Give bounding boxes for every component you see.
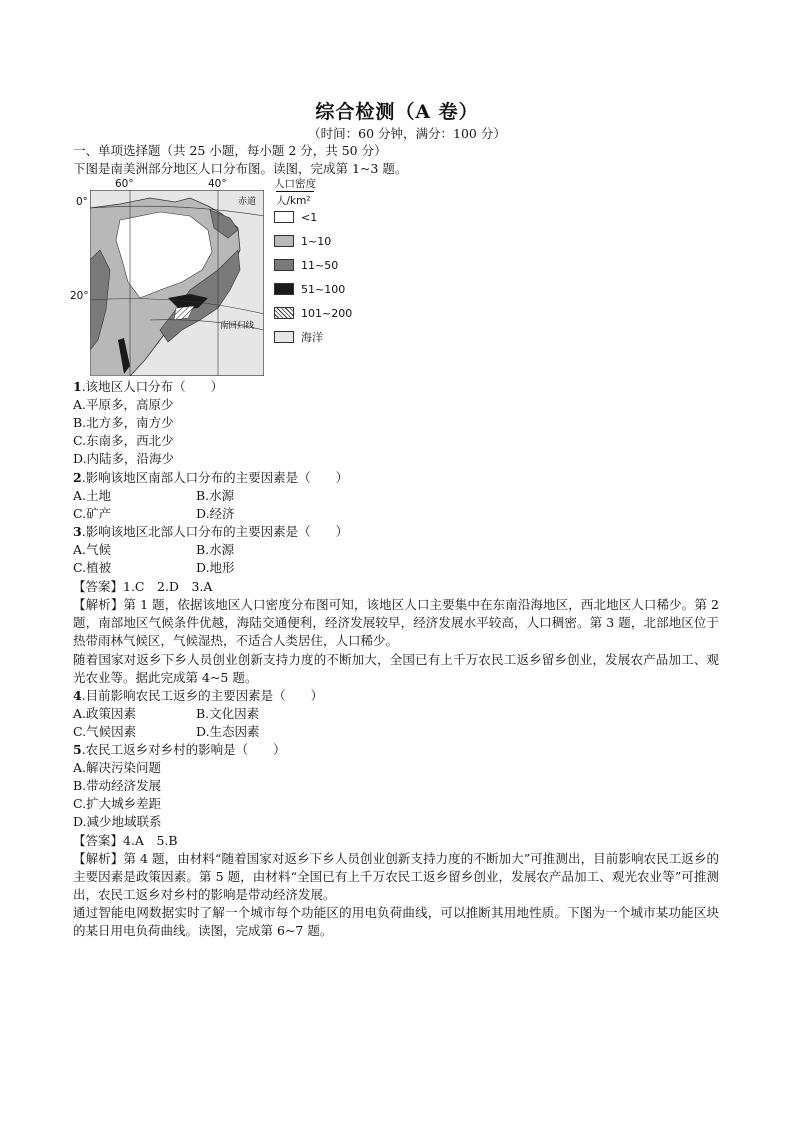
option: A.政策因素 [73, 706, 137, 721]
option: D.生态因素 [196, 724, 260, 739]
exam-info: （时间：60 分钟，满分：100 分） [308, 126, 506, 141]
lon-label-60: 60° [115, 178, 134, 190]
legend-swatch [274, 211, 294, 223]
option: B.带动经济发展 [73, 778, 162, 793]
legend-label: <1 [301, 210, 318, 224]
legend-swatch [274, 259, 294, 271]
legend-unit: 人/km² [276, 191, 314, 208]
legend-swatch [274, 235, 294, 247]
legend-label: 101~200 [301, 306, 353, 320]
legend-label: 51~100 [301, 282, 346, 296]
legend-label: 海洋 [301, 331, 323, 344]
legend-item [274, 234, 331, 248]
legend-item [274, 306, 352, 320]
legend-title: 人口密度 [274, 178, 316, 190]
option: C.植被 [73, 560, 112, 575]
option: B.水源 [196, 542, 235, 557]
material-intro-4-5: 随着国家对返乡下乡人员创业创新支持力度的不断加大，全国已有上千万农民工返乡留乡创业，发展农产品加工、观光农业等。据此完成第 4~5 题。 [73, 652, 719, 685]
option: D.地形 [196, 560, 235, 575]
option: C.东南多，西北少 [73, 433, 174, 448]
question-1: 1.该地区人口分布（ ） [73, 379, 224, 394]
option: A.土地 [73, 488, 112, 503]
map-legend [274, 178, 364, 344]
legend-label: 11~50 [301, 258, 339, 272]
legend-item [274, 210, 317, 224]
question-5: 5.农民工返乡对乡村的影响是（ ） [73, 742, 286, 757]
question-4: 4.目前影响农民工返乡的主要因素是（ ） [73, 688, 324, 703]
option: D.内陆多，沿海少 [73, 451, 175, 466]
tropic-label: 南回归线 [220, 321, 255, 331]
question-2: 2.影响该地区南部人口分布的主要因素是（ ） [73, 470, 349, 485]
population-density-map [90, 190, 264, 376]
option: A.气候 [73, 542, 112, 557]
option: A.解决污染问题 [73, 760, 162, 775]
answer-1-3: 【答案】1.C 2.D 3.A [73, 579, 213, 594]
question-3: 3.影响该地区北部人口分布的主要因素是（ ） [73, 524, 349, 539]
legend-swatch [274, 283, 294, 295]
option: D.减少地域联系 [73, 814, 162, 829]
legend-swatch [274, 331, 294, 343]
option: B.水源 [196, 488, 235, 503]
section-heading: 一、单项选择题（共 25 小题，每小题 2 分，共 50 分） [73, 143, 387, 158]
legend-item [274, 258, 338, 272]
lon-label-40: 40° [208, 178, 227, 190]
map-intro: 下图是南美洲部分地区人口分布图。读图，完成第 1~3 题。 [73, 161, 408, 176]
option: D.经济 [196, 506, 235, 521]
option: C.扩大城乡差距 [73, 796, 162, 811]
option: B.文化因素 [196, 706, 260, 721]
answer-4-5: 【答案】4.A 5.B [73, 833, 178, 848]
option: A.平原多，高原少 [73, 397, 174, 412]
page-title: 综合检测（A 卷） [315, 101, 479, 123]
option: C.气候因素 [73, 724, 137, 739]
analysis-1-3: 【解析】第 1 题，依据该地区人口密度分布图可知，该地区人口主要集中在东南沿海地区，西北地区人口稀少。第 2 题，南部地区气候条件优越，海陆交通便利，经济发展较早，经济发展水平较高，人口稠密。第 3 题，北部地区位于热带雨林气候区，气候湿热，不适合人类居住，人口稀少。 [73, 597, 719, 648]
equator-label: 赤道 [238, 197, 257, 207]
legend-item [274, 330, 323, 344]
legend-item [274, 282, 345, 296]
analysis-4-5: 【解析】第 4 题，由材料“随着国家对返乡下乡人员创业创新支持力度的不断加大”可推测出，目前影响农民工返乡的主要因素是政策因素。第 5 题，由材料“全国已有上千万农民工返乡留乡创业，发展农产品加工、观光农业等”可推测出，农民工返乡对乡村的影响是带动经济发展。 [73, 851, 719, 902]
lat-label-20: 20° [70, 290, 89, 302]
legend-swatch [274, 307, 294, 319]
lat-label-0: 0° [76, 196, 88, 208]
option: B.北方多，南方少 [73, 415, 174, 430]
option: C.矿产 [73, 506, 112, 521]
legend-label: 1~10 [301, 234, 332, 248]
material-intro-6-7: 通过智能电网数据实时了解一个城市每个功能区的用电负荷曲线，可以推断其用地性质。下图为一个城市某功能区块的某日用电负荷曲线。读图，完成第 6~7 题。 [73, 905, 719, 938]
